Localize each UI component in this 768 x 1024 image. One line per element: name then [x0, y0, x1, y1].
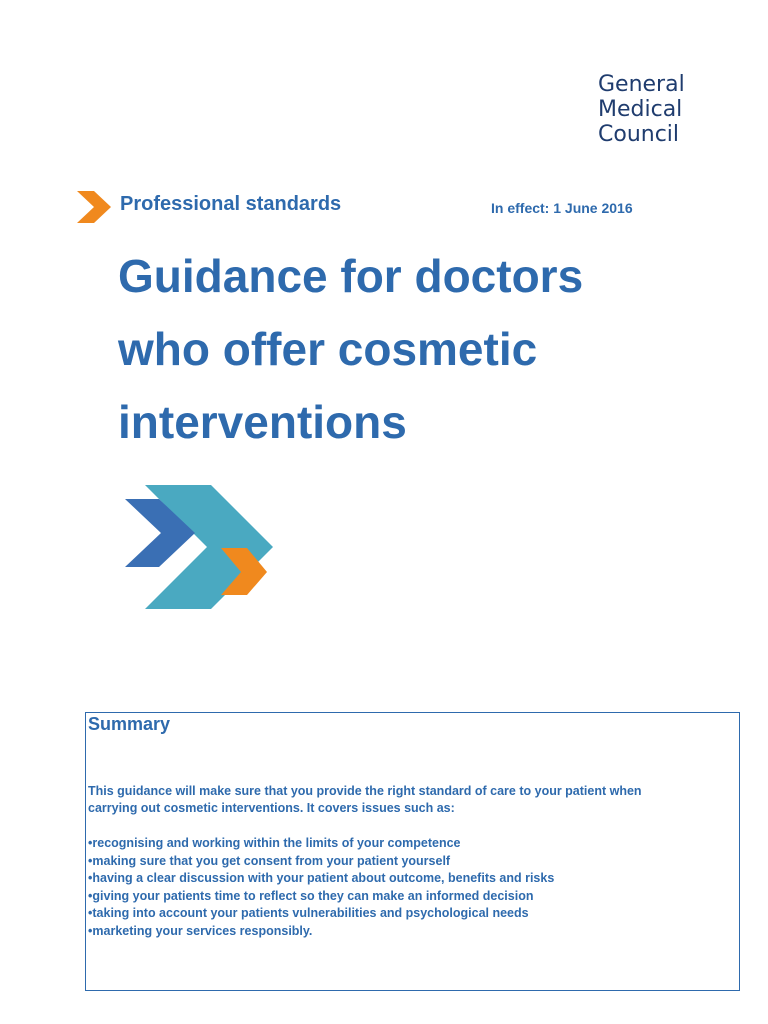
summary-intro-line-2: carrying out cosmetic interventions. It covers issues such as: [88, 801, 455, 815]
summary-list [88, 835, 728, 940]
list-item: • recognising and working within the limits of your competence [88, 835, 728, 853]
effect-date: In effect: 1 June 2016 [491, 200, 633, 216]
summary-box [85, 712, 740, 991]
title-line-2: who offer cosmetic [118, 323, 538, 375]
summary-intro [88, 783, 728, 817]
logo-line-1: General [598, 72, 685, 97]
summary-intro-line-1: This guidance will make sure that you provide the right standard of care to your patient when [88, 784, 642, 798]
logo-line-2: Medical [598, 97, 683, 122]
title-line-1: Guidance for doctors [118, 250, 584, 302]
list-item: • having a clear discussion with your patient about outcome, benefits and risks [88, 870, 728, 888]
document-title [118, 240, 738, 459]
summary-heading: Summary [88, 714, 171, 734]
list-item: • taking into account your patients vulnerabilities and psychological needs [88, 905, 728, 923]
title-line-3: interventions [118, 396, 407, 448]
list-item: • marketing your services responsibly. [88, 923, 728, 941]
gmc-logo [598, 72, 685, 147]
list-item: • giving your patients time to reflect so they can make an informed decision [88, 888, 728, 906]
chevron-right-icon [77, 191, 111, 223]
list-item: • making sure that you get consent from your patient yourself [88, 853, 728, 871]
section-label: Professional standards [120, 193, 342, 215]
logo-line-3: Council [598, 122, 680, 147]
chevron-graphic-icon [125, 485, 275, 610]
